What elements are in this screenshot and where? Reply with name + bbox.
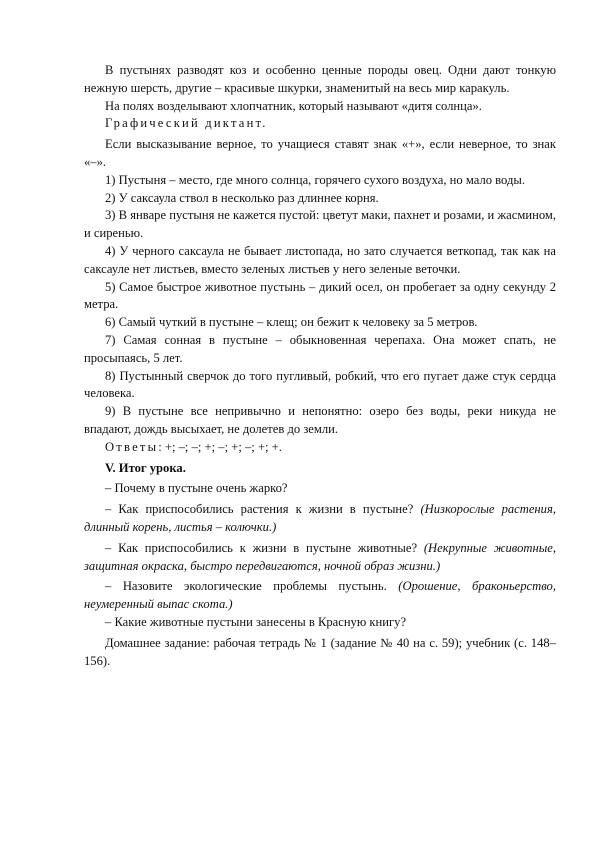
answers-label: Ответы — [105, 439, 159, 454]
dictation-item: 4) У черного саксаула не бывает листопада, но зато случается веткопад, так как на саксауле нет листьев, вместо зеленых листьев у него зеленые веточки. — [84, 243, 556, 276]
answers-value: : +; –; –; +; –; +; –; +; +. — [158, 439, 282, 454]
dictation-item: 9) В пустыне все непривычно и непонятно: озеро без воды, реки никуда не впадают, дождь высыхает, не долетев до земли. — [84, 404, 556, 436]
dictation-item: 2) У саксаула ствол в несколько раз длиннее корня. — [105, 190, 379, 205]
summary-heading: V. Итог урока. — [105, 460, 186, 475]
question: – Какие животные пустыни занесены в Красную книгу? — [105, 614, 407, 629]
answers-line — [84, 439, 556, 457]
intro-paragraph: В пустынях разводят коз и особенно ценные породы овец. Одни дают тонкую нежную шерсть, другие – красивые шкурки, знаменитый на весь мир каракуль. — [84, 63, 556, 95]
question-text: – Назовите экологические проблемы пустынь. — [105, 579, 387, 594]
question-text: – Как приспособились растения к жизни в пустыне? — [105, 502, 414, 517]
homework: Домашнее задание: рабочая тетрадь № 1 (задание № 40 на с. 59); учебник (с. 148–156). — [84, 635, 556, 668]
question-text: – Как приспособились к жизни в пустыне животные? — [105, 540, 418, 555]
question — [84, 540, 556, 576]
question-answer: (Некрупные животные, защитная окраска, быстро передвигаются, ночной образ жизни.) — [84, 540, 556, 573]
dictation-item: 6) Самый чуткий в пустыне – клещ; он бежит к человеку за 5 метров. — [105, 315, 478, 330]
question-answer: (Орошение, браконьерство, неумеренный выпас скота.) — [84, 579, 556, 612]
dictation-item: 3) В январе пустыня не кажется пустой: цветут маки, пахнет и розами, и жасмином, и сиренью. — [84, 208, 556, 241]
dictation-heading: Графический диктант. — [105, 116, 268, 131]
dictation-item: 1) Пустыня – место, где много солнца, горячего сухого воздуха, но мало воды. — [105, 172, 525, 187]
intro-paragraph: На полях возделывают хлопчатник, который называют «дитя солнца». — [105, 98, 482, 113]
question — [84, 501, 556, 537]
question — [84, 578, 556, 614]
dictation-item: 8) Пустынный сверчок до того пугливый, робкий, что его пугает даже стук сердца человека. — [84, 368, 556, 401]
question: – Почему в пустыне очень жарко? — [105, 481, 288, 496]
dictation-item: 7) Самая сонная в пустыне – обыкновенная черепаха. Она может спать, не просыпаясь, 5 лет. — [84, 332, 556, 365]
document-page — [84, 62, 556, 670]
dictation-item: 5) Самое быстрое животное пустынь – дикий осел, он пробегает за одну секунду 2 метра. — [84, 279, 556, 312]
dictation-instruction: Если высказывание верное, то учащиеся ставят знак «+», если неверное, то знак «–». — [84, 137, 556, 169]
question-answer: (Низкорослые растения, длинный корень, листья – колючки.) — [84, 502, 556, 534]
